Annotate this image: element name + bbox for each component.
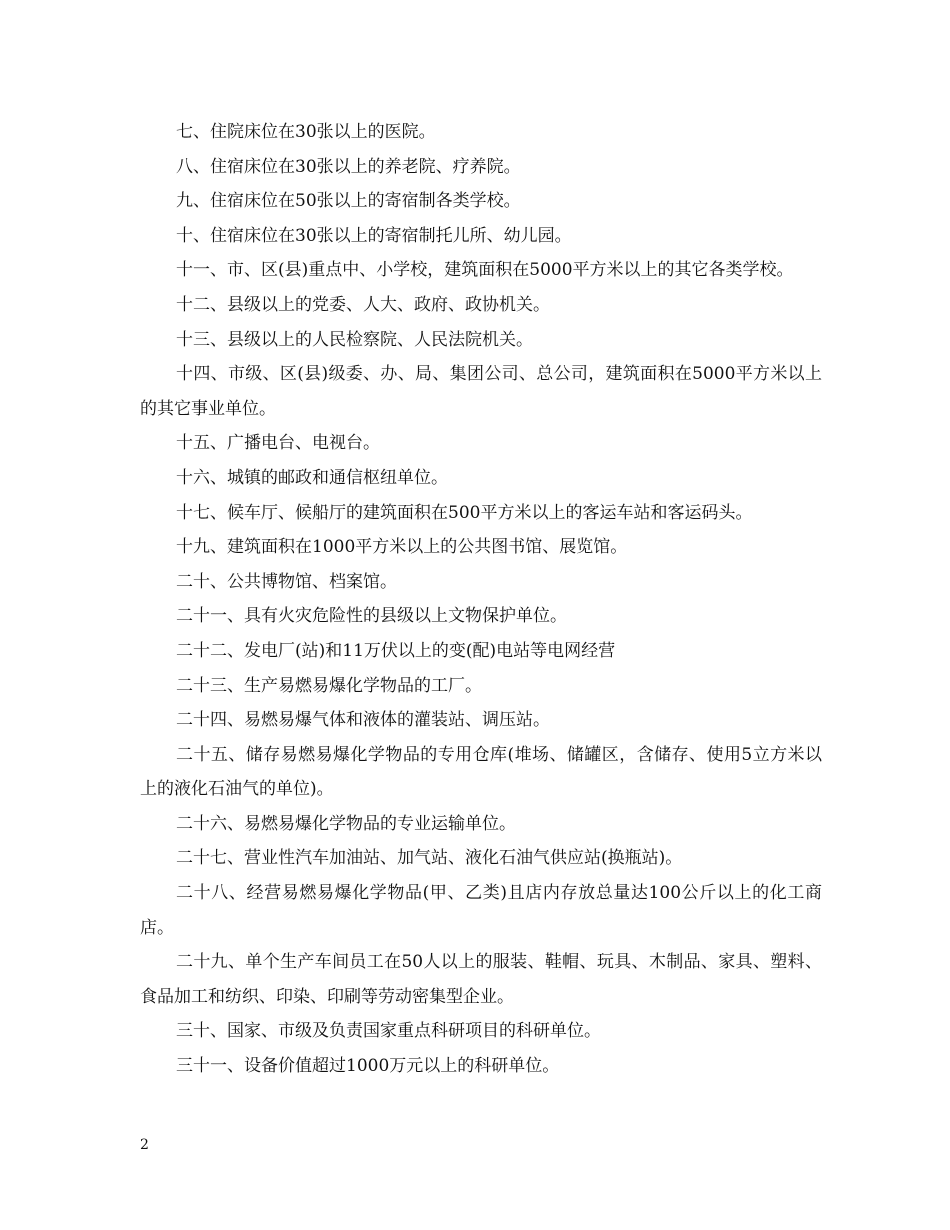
paragraph-item-28: 二十八、经营易燃易爆化学物品(甲、乙类)且店内存放总量达100公斤以上的化工商店。 [140,883,822,938]
paragraph-item-22: 二十二、发电厂(站)和11万伏以上的变(配)电站等电网经营 [176,640,616,661]
paragraph-item-8: 八、住宿床位在30张以上的养老院、疗养院。 [176,156,521,177]
paragraph-item-29: 二十九、单个生产车间员工在50人以上的服装、鞋帽、玩具、木制品、家具、塑料、食品加工和纺织、印染、印刷等劳动密集型企业。 [140,952,822,1007]
paragraph-item-20: 二十、公共博物馆、档案馆。 [176,571,397,592]
paragraph-item-7: 七、住院床位在30张以上的医院。 [176,122,436,142]
paragraph-item-12: 十二、县级以上的党委、人大、政府、政协机关。 [176,294,550,315]
paragraph-item-14: 十四、市级、区(县)级委、办、局、集团公司、总公司，建筑面积在5000平方米以上的其它事业单位。 [140,364,822,419]
paragraph-item-10: 十、住宿床位在30张以上的寄宿制托儿所、幼儿园。 [176,225,572,246]
paragraph-item-26: 二十六、易燃易爆化学物品的专业运输单位。 [176,813,516,834]
paragraph-item-23: 二十三、生产易燃易爆化学物品的工厂。 [176,675,482,696]
paragraph-item-17: 十七、候车厅、候船厅的建筑面积在500平方米以上的客运车站和客运码头。 [176,502,753,523]
paragraph-item-27: 二十七、营业性汽车加油站、加气站、液化石油气供应站(换瓶站)。 [176,848,683,869]
paragraph-item-19: 十九、建筑面积在1000平方米以上的公共图书馆、展览馆。 [176,537,628,558]
paragraph-item-24: 二十四、易燃易爆气体和液体的灌装站、调压站。 [176,710,550,731]
document-body [140,115,822,1084]
page-number: 2 [140,1137,149,1153]
paragraph-item-30: 三十、国家、市级及负责国家重点科研项目的科研单位。 [176,1021,601,1042]
paragraph-item-9: 九、住宿床位在50张以上的寄宿制各类学校。 [176,191,521,212]
paragraph-item-25: 二十五、储存易燃易爆化学物品的专用仓库(堆场、储罐区，含储存、使用5立方米以上的液化石油气的单位)。 [140,744,822,800]
paragraph-item-15: 十五、广播电台、电视台。 [176,433,380,454]
paragraph-item-31: 三十一、设备价值超过1000万元以上的科研单位。 [176,1056,560,1077]
paragraph-item-16: 十六、城镇的邮政和通信枢纽单位。 [176,467,448,488]
paragraph-item-13: 十三、县级以上的人民检察院、人民法院机关。 [176,329,533,350]
paragraph-item-21: 二十一、具有火灾危险性的县级以上文物保护单位。 [176,606,567,627]
paragraph-item-11: 十一、市、区(县)重点中、小学校，建筑面积在5000平方米以上的其它各类学校。 [176,260,794,281]
